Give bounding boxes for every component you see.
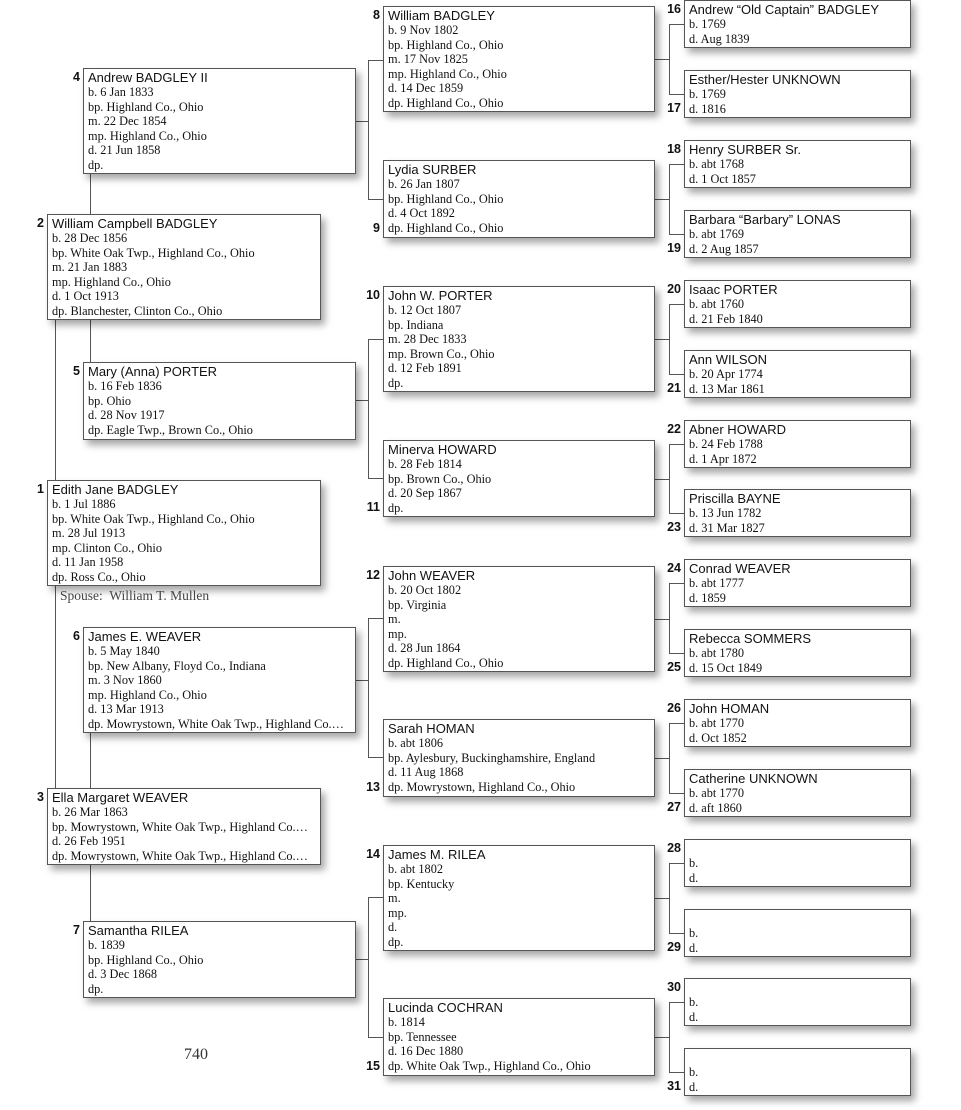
person-detail: d. 13 Mar 1861	[689, 381, 765, 396]
ahnentafel-number: 2	[37, 216, 44, 230]
person-detail: dp. White Oak Twp., Highland Co., Ohio	[388, 1058, 591, 1073]
person-detail: b. 26 Jan 1807	[388, 177, 460, 191]
person-detail: dp.	[388, 375, 404, 390]
person-detail: b. 13 Jun 1782	[689, 506, 762, 520]
connector-line	[669, 164, 684, 165]
person-detail: mp. Highland Co., Ohio	[88, 128, 207, 143]
person-name: Andrew BADGLEY II	[88, 70, 208, 85]
person-detail: d. 1 Oct 1913	[52, 289, 119, 304]
person-detail: b. 16 Feb 1836	[88, 379, 162, 393]
person-detail: m. 28 Dec 1833	[388, 332, 467, 347]
ahnentafel-number: 11	[366, 500, 380, 514]
connector-line	[669, 1002, 670, 1073]
person-detail: bp. White Oak Twp., Highland Co., Ohio	[52, 245, 255, 260]
ahnentafel-number: 4	[73, 70, 80, 84]
person-detail: bp. Highland Co., Ohio	[88, 952, 204, 967]
person-detail: d. 1816	[689, 101, 726, 116]
connector-line	[655, 339, 669, 340]
person-detail: m. 3 Nov 1860	[88, 673, 162, 688]
person-detail: b. 1769	[689, 87, 726, 101]
connector-line	[669, 164, 670, 235]
person-detail: b. abt 1780	[689, 646, 744, 660]
person-name: William BADGLEY	[388, 8, 495, 23]
connector-line	[669, 444, 670, 514]
person-detail: dp. Highland Co., Ohio	[388, 95, 504, 110]
person-detail: d. 14 Dec 1859	[388, 81, 464, 96]
person-box-6[interactable]	[83, 627, 356, 733]
person-detail: dp. Mowrystown, Highland Co., Ohio	[388, 779, 576, 794]
person-name	[689, 841, 906, 856]
person-detail: m. 21 Jan 1883	[52, 260, 128, 275]
connector-line	[669, 24, 670, 95]
person-box-25[interactable]	[684, 629, 911, 677]
page-number: 740	[184, 1046, 208, 1063]
person-detail: bp. Virginia	[388, 597, 447, 612]
person-name: Priscilla BAYNE	[689, 491, 781, 506]
person-detail: dp. Eagle Twp., Brown Co., Ohio	[88, 422, 253, 437]
person-box-30[interactable]	[684, 978, 911, 1026]
person-detail: dp. Blanchester, Clinton Co., Ohio	[52, 303, 223, 318]
person-detail: d. 2 Aug 1857	[689, 241, 759, 256]
person-detail: dp.	[388, 934, 404, 949]
connector-line	[356, 680, 368, 681]
ahnentafel-number: 8	[373, 8, 380, 22]
person-name: John HOMAN	[689, 701, 770, 716]
connector-line	[368, 199, 383, 200]
person-detail: bp. New Albany, Floyd Co., Indiana	[88, 658, 266, 673]
person-detail: bp. Ohio	[88, 393, 132, 408]
ahnentafel-number: 18	[667, 142, 681, 156]
ahnentafel-number: 25	[667, 660, 681, 674]
person-detail: dp.	[88, 981, 104, 996]
ahnentafel-number: 6	[73, 629, 80, 643]
person-detail: d. 11 Aug 1868	[388, 765, 464, 780]
connector-line	[669, 374, 684, 375]
person-detail: d. 13 Mar 1913	[88, 702, 164, 717]
connector-line	[90, 864, 91, 921]
person-box-10[interactable]	[383, 286, 655, 392]
connector-line	[55, 320, 56, 480]
person-detail: mp. Clinton Co., Ohio	[52, 540, 162, 555]
person-name: James E. WEAVER	[88, 629, 202, 644]
person-detail: d. 31 Mar 1827	[689, 520, 765, 535]
person-box-7[interactable]	[83, 921, 356, 998]
person-box-1[interactable]	[47, 480, 321, 586]
person-box-4[interactable]	[83, 68, 356, 174]
person-box-2[interactable]	[47, 214, 321, 320]
ahnentafel-number: 24	[667, 561, 681, 575]
person-name: Esther/Hester UNKNOWN	[689, 72, 841, 87]
connector-line	[669, 933, 684, 934]
person-name: Conrad WEAVER	[689, 561, 791, 576]
person-detail: b. abt 1770	[689, 716, 744, 730]
spouse-label: Spouse: William T. Mullen	[60, 588, 210, 603]
person-detail: d. 20 Sep 1867	[388, 486, 462, 501]
connector-line	[669, 444, 684, 445]
person-detail: bp. Brown Co., Ohio	[388, 471, 492, 486]
person-name: James M. RILEA	[388, 847, 486, 862]
ahnentafel-number: 17	[667, 101, 681, 115]
ahnentafel-number: 14	[366, 847, 380, 861]
person-box-24[interactable]	[684, 559, 911, 607]
person-detail: d. 21 Feb 1840	[689, 311, 763, 326]
person-box-8[interactable]	[383, 6, 655, 112]
person-detail: d.	[689, 870, 699, 885]
person-box-5[interactable]	[83, 362, 356, 440]
person-detail: bp. Aylesbury, Buckinghamshire, England	[388, 750, 596, 765]
ahnentafel-number: 27	[667, 800, 681, 814]
person-detail: bp. Highland Co., Ohio	[388, 191, 504, 206]
person-detail: b. 28 Dec 1856	[52, 231, 128, 245]
person-detail: b. abt 1760	[689, 297, 744, 311]
person-detail: d. 21 Jun 1858	[88, 143, 161, 158]
person-detail: bp. Highland Co., Ohio	[388, 37, 504, 52]
person-detail: d. aft 1860	[689, 800, 742, 815]
person-detail: bp. Tennessee	[388, 1029, 457, 1044]
connector-line	[655, 619, 669, 620]
person-detail: b. abt 1770	[689, 786, 744, 800]
person-box-23[interactable]	[684, 489, 911, 537]
person-detail: b. abt 1768	[689, 157, 744, 171]
person-box-16[interactable]	[684, 0, 911, 48]
ahnentafel-number: 3	[37, 790, 44, 804]
person-detail: b.	[689, 995, 699, 1009]
person-detail: m. 17 Nov 1825	[388, 52, 468, 67]
person-box-28[interactable]	[684, 839, 911, 887]
connector-line	[669, 304, 684, 305]
ahnentafel-number: 20	[667, 282, 681, 296]
person-box-14[interactable]	[383, 845, 655, 951]
person-detail: bp. Kentucky	[388, 876, 455, 891]
person-name: Ella Margaret WEAVER	[52, 790, 189, 805]
person-detail: d. 11 Jan 1958	[52, 555, 124, 570]
person-name	[689, 980, 906, 995]
ahnentafel-number: 10	[366, 288, 380, 302]
person-box-26[interactable]	[684, 699, 911, 747]
connector-line	[669, 234, 684, 235]
ahnentafel-number: 31	[667, 1079, 681, 1093]
person-detail: bp. Indiana	[388, 317, 444, 332]
connector-line	[669, 723, 670, 794]
person-detail: b. 1814	[388, 1015, 425, 1029]
person-name: John WEAVER	[388, 568, 476, 583]
person-detail: m. 28 Jul 1913	[52, 526, 126, 541]
person-detail: dp. Highland Co., Ohio	[388, 655, 504, 670]
connector-line	[669, 24, 684, 25]
person-detail: d. 3 Dec 1868	[88, 967, 157, 982]
ahnentafel-number: 7	[73, 923, 80, 937]
connector-line	[669, 863, 684, 864]
person-name: Minerva HOWARD	[388, 442, 497, 457]
person-box-29[interactable]	[684, 909, 911, 957]
person-detail: bp. Mowrystown, White Oak Twp., Highland Co.…	[52, 819, 308, 834]
connector-line	[368, 618, 383, 619]
ahnentafel-number: 21	[667, 381, 681, 395]
ahnentafel-number: 16	[667, 2, 681, 16]
person-detail: m.	[388, 612, 401, 627]
connector-line	[669, 863, 670, 934]
connector-line	[655, 199, 669, 200]
person-detail: b. 28 Feb 1814	[388, 457, 462, 471]
person-name: John W. PORTER	[388, 288, 493, 303]
person-name: Henry SURBER Sr.	[689, 142, 801, 157]
person-name: Lydia SURBER	[388, 162, 477, 177]
person-box-21[interactable]	[684, 350, 911, 398]
person-detail: d. 28 Nov 1917	[88, 408, 165, 423]
person-detail: d.	[388, 920, 398, 935]
person-detail: mp.	[388, 626, 407, 641]
ahnentafel-number: 13	[366, 780, 380, 794]
person-detail: d. 28 Jun 1864	[388, 641, 461, 656]
connector-line	[368, 757, 383, 758]
person-detail: d. Oct 1852	[689, 730, 747, 745]
connector-line	[90, 732, 91, 788]
connector-line	[368, 618, 369, 758]
person-detail: d. 26 Feb 1951	[52, 834, 126, 849]
person-detail: bp. Highland Co., Ohio	[88, 99, 204, 114]
person-detail: dp.	[388, 500, 404, 515]
ahnentafel-number: 1	[37, 482, 44, 496]
connector-line	[368, 339, 383, 340]
person-name	[689, 911, 906, 926]
person-box-31[interactable]	[684, 1048, 911, 1096]
connector-line	[669, 583, 670, 654]
person-detail: b. 20 Apr 1774	[689, 367, 763, 381]
person-detail: b.	[689, 926, 699, 940]
person-name: Sarah HOMAN	[388, 721, 475, 736]
person-name: Catherine UNKNOWN	[689, 771, 818, 786]
person-detail: b. 26 Mar 1863	[52, 805, 128, 819]
person-detail: bp. White Oak Twp., Highland Co., Ohio	[52, 511, 255, 526]
person-detail: b. 20 Oct 1802	[388, 583, 462, 597]
ahnentafel-number: 23	[667, 520, 681, 534]
person-detail: d. 1 Apr 1872	[689, 451, 757, 466]
person-box-15[interactable]	[383, 998, 655, 1076]
person-detail: b. abt 1802	[388, 862, 443, 876]
connector-line	[356, 400, 368, 401]
person-detail: d. 1859	[689, 590, 726, 605]
person-detail: b. abt 1806	[388, 736, 443, 750]
person-detail: b. 5 May 1840	[88, 644, 160, 658]
person-detail: b. 24 Feb 1788	[689, 437, 763, 451]
person-detail: d. 1 Oct 1857	[689, 171, 756, 186]
person-detail: dp. Mowrystown, White Oak Twp., Highland Co.…	[52, 848, 308, 863]
connector-line	[368, 60, 383, 61]
person-detail: b. 6 Jan 1833	[88, 85, 154, 99]
person-detail: b.	[689, 1065, 699, 1079]
person-detail: d. 4 Oct 1892	[388, 206, 455, 221]
connector-line	[90, 320, 91, 362]
connector-line	[655, 59, 669, 60]
person-detail: dp. Highland Co., Ohio	[388, 220, 504, 235]
person-box-17[interactable]	[684, 70, 911, 118]
person-name: William Campbell BADGLEY	[52, 216, 218, 231]
connector-line	[669, 1002, 684, 1003]
connector-line	[669, 304, 670, 375]
person-name: Lucinda COCHRAN	[388, 1000, 503, 1015]
ahnentafel-number: 22	[667, 422, 681, 436]
person-name: Samantha RILEA	[88, 923, 189, 938]
connector-line	[655, 1037, 669, 1038]
person-detail: dp. Mowrystown, White Oak Twp., Highland Co.…	[88, 716, 344, 731]
person-detail: mp. Brown Co., Ohio	[388, 346, 495, 361]
person-detail: mp. Highland Co., Ohio	[88, 687, 207, 702]
person-detail: d. Aug 1839	[689, 31, 750, 46]
person-detail: b. 1839	[88, 938, 125, 952]
ahnentafel-number: 19	[667, 241, 681, 255]
person-box-19[interactable]	[684, 210, 911, 258]
person-detail: b. 9 Nov 1802	[388, 23, 459, 37]
person-detail: m.	[388, 891, 401, 906]
connector-line	[655, 758, 669, 759]
ahnentafel-number: 9	[373, 221, 380, 235]
ahnentafel-number: 30	[667, 980, 681, 994]
person-detail: mp.	[388, 905, 407, 920]
person-box-12[interactable]	[383, 566, 655, 672]
person-name: Ann WILSON	[689, 352, 768, 367]
person-detail: b. 1 Jul 1886	[52, 497, 116, 511]
connector-line	[356, 121, 368, 122]
person-box-13[interactable]	[383, 719, 655, 797]
person-box-3[interactable]	[47, 788, 321, 865]
connector-line	[669, 723, 684, 724]
person-box-27[interactable]	[684, 769, 911, 817]
person-name: Mary (Anna) PORTER	[88, 364, 218, 379]
person-detail: mp. Highland Co., Ohio	[388, 66, 507, 81]
person-detail: m. 22 Dec 1854	[88, 114, 167, 129]
connector-line	[669, 94, 684, 95]
connector-line	[90, 174, 91, 214]
person-detail: d. 16 Dec 1880	[388, 1044, 464, 1059]
connector-line	[669, 1072, 684, 1073]
person-name: Rebecca SOMMERS	[689, 631, 812, 646]
connector-line	[655, 479, 669, 480]
person-name	[689, 1050, 906, 1065]
person-box-9[interactable]	[383, 160, 655, 238]
ahnentafel-number: 26	[667, 701, 681, 715]
ahnentafel-number: 12	[366, 568, 380, 582]
person-detail: b. abt 1777	[689, 576, 744, 590]
connector-line	[368, 897, 383, 898]
connector-line	[655, 898, 669, 899]
person-detail: d.	[689, 940, 699, 955]
connector-line	[368, 60, 369, 200]
connector-line	[669, 793, 684, 794]
person-detail: d.	[689, 1079, 699, 1094]
ahnentafel-number: 28	[667, 841, 681, 855]
connector-line	[669, 513, 684, 514]
person-detail: b. 1769	[689, 17, 726, 31]
person-name: Isaac PORTER	[689, 282, 778, 297]
connector-line	[669, 653, 684, 654]
person-detail: d. 12 Feb 1891	[388, 361, 462, 376]
person-box-20[interactable]	[684, 280, 911, 328]
person-detail: b. 12 Oct 1807	[388, 303, 462, 317]
person-detail: d. 15 Oct 1849	[689, 660, 763, 675]
person-box-22[interactable]	[684, 420, 911, 468]
person-box-18[interactable]	[684, 140, 911, 188]
person-detail: b.	[689, 856, 699, 870]
connector-line	[55, 585, 56, 788]
person-detail: mp. Highland Co., Ohio	[52, 274, 171, 289]
connector-line	[356, 959, 368, 960]
ahnentafel-number: 5	[73, 364, 80, 378]
person-box-11[interactable]	[383, 440, 655, 517]
person-detail: dp.	[88, 157, 104, 172]
person-name: Abner HOWARD	[689, 422, 787, 437]
connector-line	[368, 1037, 383, 1038]
connector-line	[368, 897, 369, 1038]
person-name: Barbara “Barbary” LONAS	[689, 212, 841, 227]
person-detail: d.	[689, 1009, 699, 1024]
person-detail: dp. Ross Co., Ohio	[52, 569, 146, 584]
ahnentafel-number: 29	[667, 940, 681, 954]
person-name: Andrew “Old Captain” BADGLEY	[689, 2, 880, 17]
connector-line	[368, 339, 369, 479]
person-name: Edith Jane BADGLEY	[52, 482, 179, 497]
connector-line	[368, 478, 383, 479]
ahnentafel-number: 15	[366, 1059, 380, 1073]
connector-line	[669, 583, 684, 584]
person-detail: b. abt 1769	[689, 227, 744, 241]
